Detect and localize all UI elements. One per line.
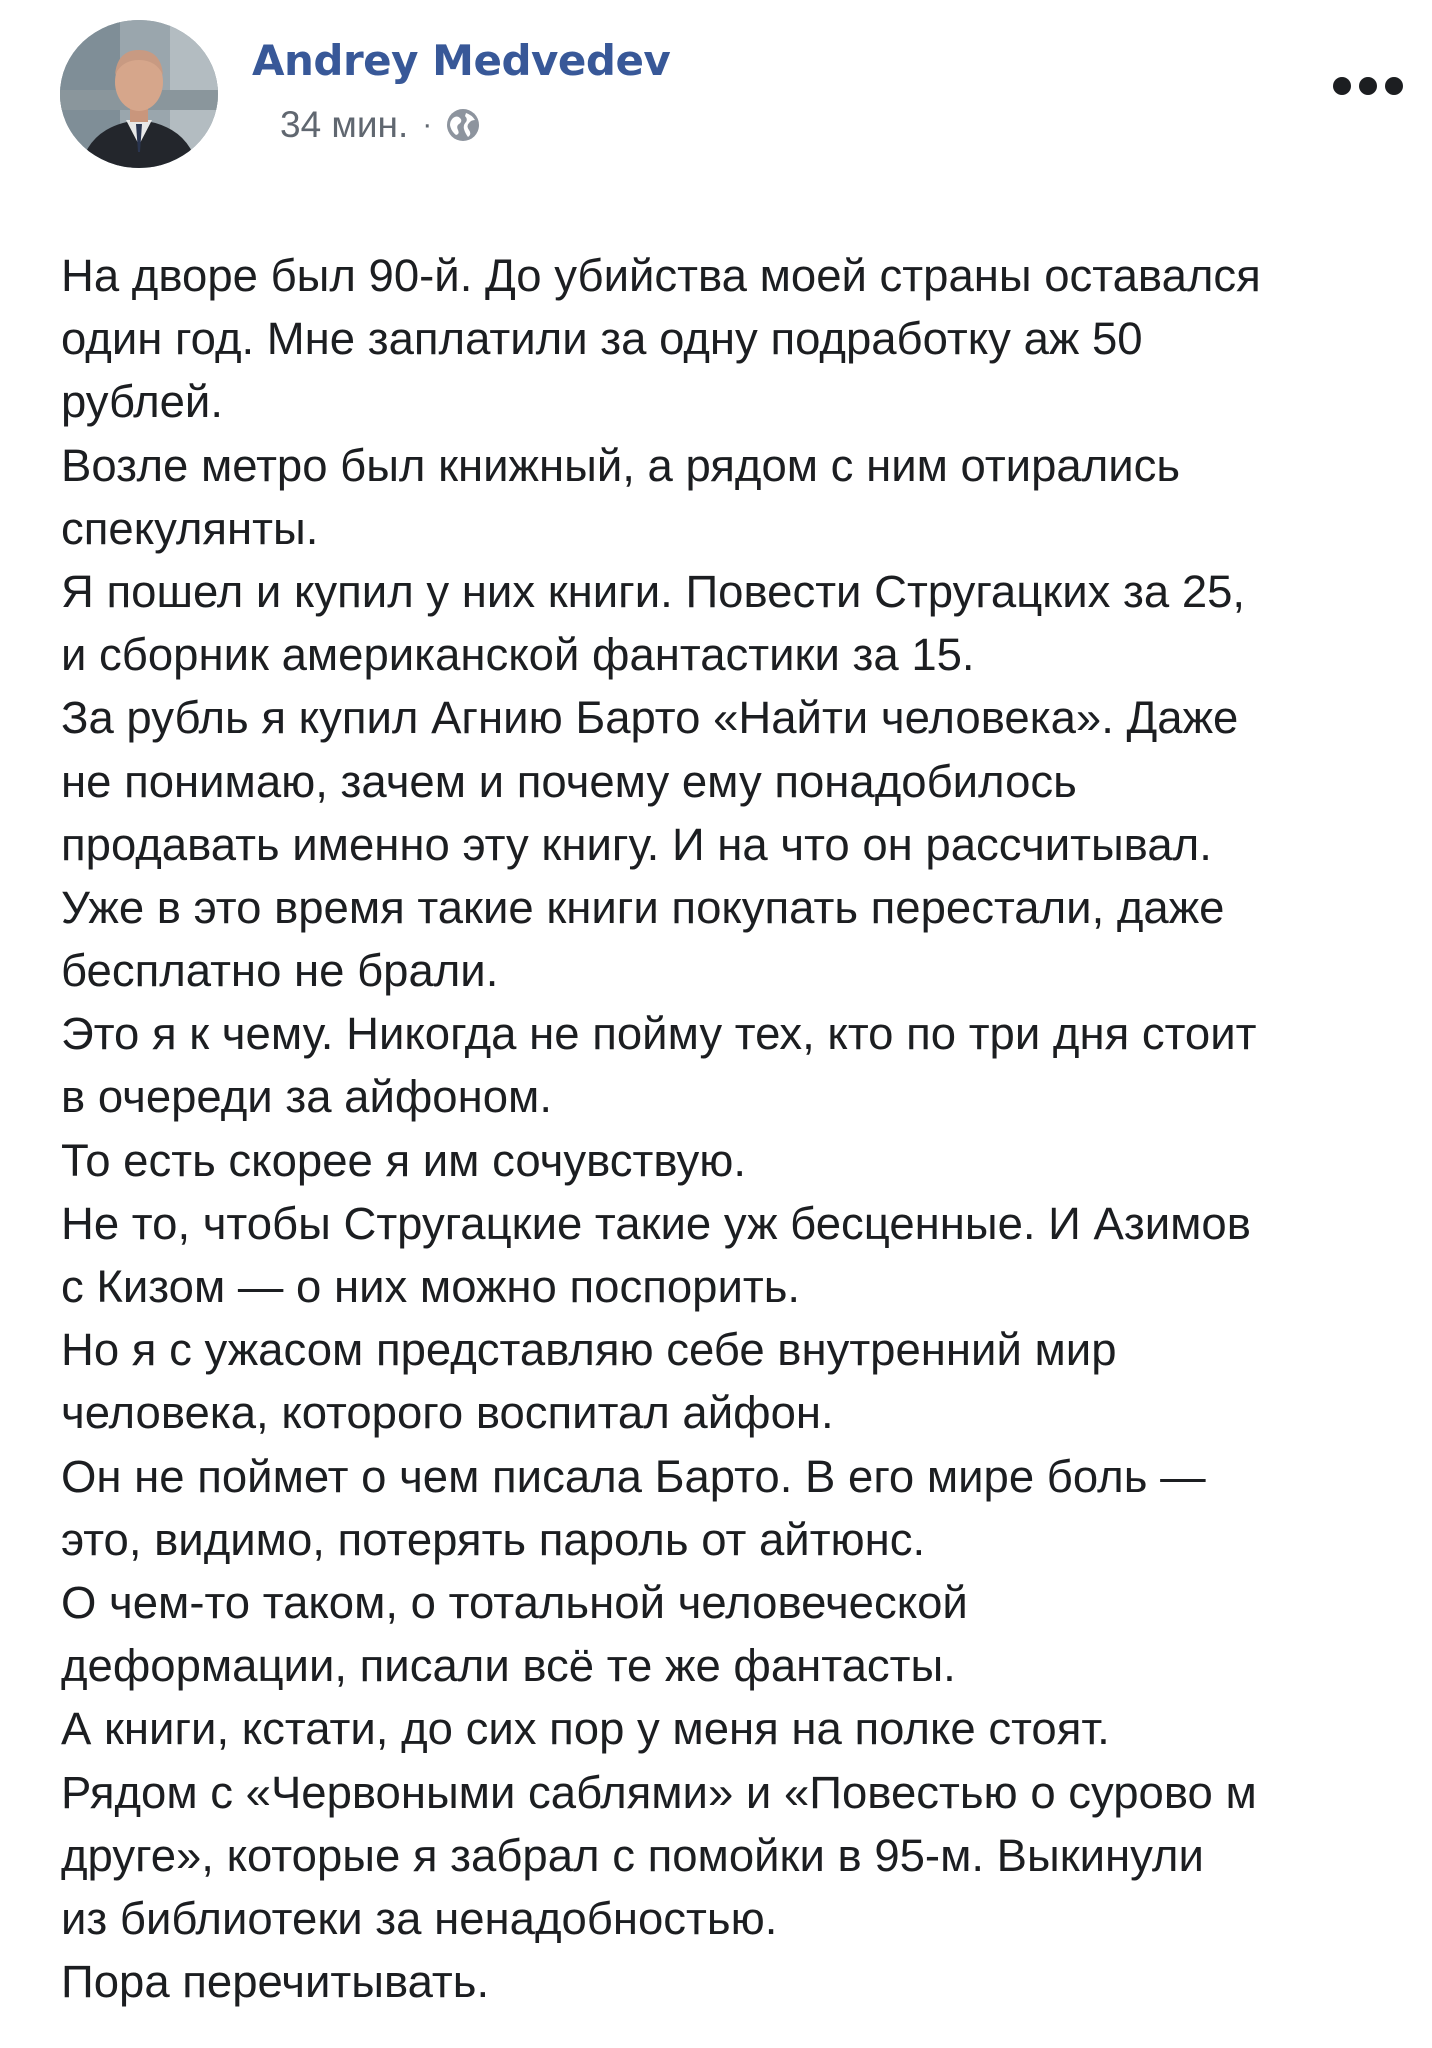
author-avatar[interactable]: [60, 20, 218, 168]
post-text-line: Я пошел и купил у них книги. Повести Стругацких за 25,: [61, 565, 1246, 617]
profile-photo-icon: [60, 20, 218, 168]
post-text-line: Уже в это время такие книги покупать перестали, даже: [61, 881, 1225, 933]
post-text-line: из библиотеки за ненадобностью.: [61, 1892, 778, 1944]
post-text-line: На дворе был 90-й. До убийства моей страны оставался: [61, 250, 1261, 301]
more-options-icon: [1328, 66, 1408, 106]
post-timestamp[interactable]: 34 мин.: [280, 104, 409, 145]
post-text-line: продавать именно эту книгу. И на что он рассчитывал.: [61, 818, 1212, 870]
post-text-line: с Кизом — о них можно поспорить.: [61, 1261, 801, 1312]
more-options-button[interactable]: [1328, 66, 1408, 106]
meta-separator: ·: [422, 108, 433, 141]
post-header: [60, 20, 1400, 170]
post-text-line: деформации, писали всё те же фантасты.: [61, 1640, 956, 1692]
post-text-line: в очереди за айфоном.: [61, 1071, 552, 1123]
post-text-line: бесплатно не брали.: [61, 945, 499, 997]
post-text-line: Он не поймет о чем писала Барто. В его мире боль —: [61, 1450, 1206, 1502]
post-text-line: Но я с ужасом представляю себе внутренний мир: [61, 1324, 1117, 1376]
post-text-line: А книги, кстати, до сих пор у меня на полке стоят.: [61, 1703, 1110, 1755]
post-text-line: один год. Мне заплатили за одну подработку аж 50: [61, 313, 1143, 365]
post-meta: [280, 102, 482, 148]
post-text-line: То есть скорее я им сочувствую.: [61, 1134, 747, 1186]
post-text-line: друге», которые я забрал с помойки в 95-м. Выкинули: [61, 1829, 1204, 1881]
post-text-line: За рубль я купил Агнию Барто «Найти человека». Даже: [61, 692, 1239, 744]
post-text-line: это, видимо, потерять пароль от айтюнс.: [61, 1513, 926, 1565]
globe-icon[interactable]: [444, 106, 482, 144]
post-text-line: не понимаю, зачем и почему ему понадобилось: [61, 755, 1077, 807]
post-text-line: Рядом с «Червоными саблями» и «Повестью о сурово м: [61, 1766, 1257, 1818]
post-text-line: Возле метро был книжный, а рядом с ним отирались: [61, 439, 1181, 491]
post-text-line: человека, которого воспитал айфон.: [61, 1387, 834, 1439]
post-text-line: и сборник американской фантастики за 15.: [61, 629, 975, 681]
post-text-line: Пора перечитывать.: [61, 1956, 490, 2008]
post-message: [61, 244, 1401, 2013]
post-text-line: рублей.: [61, 376, 223, 428]
post-text-line: Не то, чтобы Стругацкие такие уж бесценные. И Азимов: [61, 1197, 1251, 1249]
post-text-line: О чем-то таком, о тотальной человеческой: [61, 1576, 968, 1628]
author-name[interactable]: Andrey Medvedev: [252, 36, 671, 85]
post-text-line: спекулянты.: [61, 502, 319, 554]
post-text-line: Это я к чему. Никогда не пойму тех, кто по три дня стоит: [61, 1008, 1257, 1060]
